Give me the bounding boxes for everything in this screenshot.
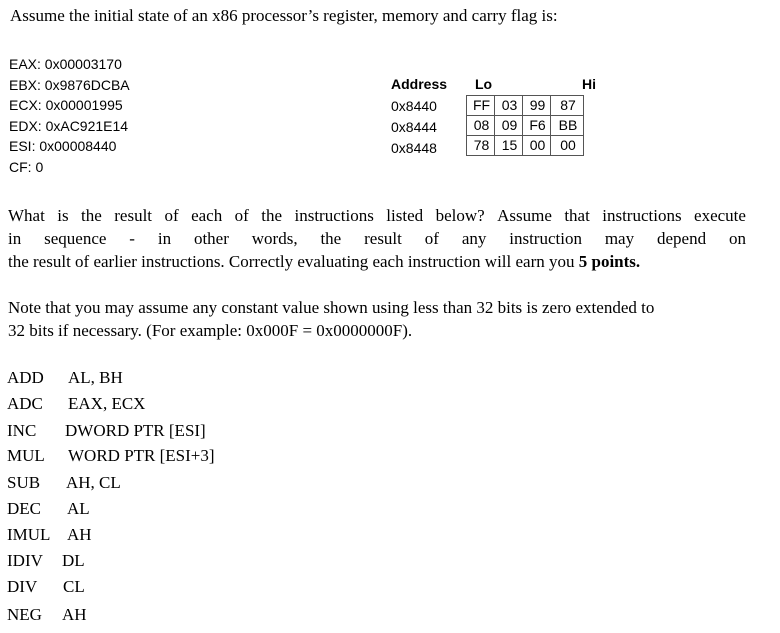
memory-byte: 00: [551, 136, 584, 156]
memory-byte: 00: [523, 136, 551, 156]
memory-byte: 99: [523, 96, 551, 116]
instruction-opcode: NEG: [7, 605, 42, 624]
points-value: 5 points.: [578, 252, 641, 271]
question-word: -: [129, 229, 135, 248]
question-word: other: [193, 229, 229, 248]
memory-byte: FF: [467, 96, 495, 116]
question-word: that: [564, 206, 590, 225]
question-word: depend: [656, 229, 707, 248]
instruction-row: [7, 473, 121, 493]
instruction-opcode: ADC: [7, 394, 43, 413]
instruction-opcode: MUL: [7, 446, 45, 465]
memory-header-lo: Lo: [475, 76, 493, 92]
question-word: instructions: [602, 206, 682, 225]
question-word: the: [81, 206, 102, 225]
instruction-opcode: DIV: [7, 577, 38, 596]
memory-byte: F6: [523, 116, 551, 136]
memory-byte: BB: [551, 116, 584, 136]
note-line-2: 32 bits if necessary. (For example: 0x000F = 0x0000000F).: [8, 321, 413, 340]
instruction-operands: AH: [62, 605, 87, 624]
note-line-1: Note that you may assume any constant value shown using less than 32 bits is zero extended to: [8, 298, 655, 317]
memory-row: [467, 136, 584, 156]
heading: Assume the initial state of an x86 processor’s register, memory and carry flag is:: [10, 6, 558, 25]
question-paragraph: [8, 204, 746, 273]
question-word: of: [234, 206, 249, 225]
instruction-opcode: INC: [7, 421, 37, 440]
register-esi: ESI: 0x00008440: [9, 138, 117, 154]
instruction-operands: WORD PTR [ESI+3]: [68, 446, 215, 465]
instruction-row: [7, 421, 206, 441]
memory-byte: 15: [495, 136, 523, 156]
instruction-operands: DL: [62, 551, 85, 570]
instruction-opcode: IMUL: [7, 525, 51, 544]
memory-bytes-table: [466, 95, 584, 156]
register-edx: EDX: 0xAC921E14: [9, 118, 129, 134]
instruction-opcode: ADD: [7, 368, 44, 387]
question-word: result: [114, 206, 153, 225]
question-word: below?: [435, 206, 485, 225]
instruction-row: [7, 368, 123, 388]
memory-row: [467, 96, 584, 116]
memory-byte: 09: [495, 116, 523, 136]
question-word: on: [728, 229, 746, 248]
instruction-row: [7, 605, 87, 625]
question-word: the: [261, 206, 283, 225]
memory-header-hi: Hi: [582, 76, 596, 92]
question-line-2: [8, 227, 746, 250]
instruction-row: [7, 499, 90, 519]
question-word: instruction: [509, 229, 582, 248]
carry-flag: CF: 0: [9, 159, 44, 175]
question-word: result: [364, 229, 402, 248]
memory-address: 0x8448: [391, 140, 437, 156]
question-word: words,: [251, 229, 298, 248]
question-word: instructions: [294, 206, 374, 225]
instruction-row: [7, 577, 85, 597]
instruction-operands: AH, CL: [66, 473, 121, 492]
memory-byte: 87: [551, 96, 584, 116]
instruction-opcode: IDIV: [7, 551, 43, 570]
question-word: execute: [694, 206, 746, 225]
question-word: in: [157, 229, 172, 248]
question-word: any: [461, 229, 487, 248]
question-word: What: [8, 206, 45, 225]
memory-byte: 03: [495, 96, 523, 116]
memory-address: 0x8444: [391, 119, 437, 135]
instruction-operands: AL, BH: [68, 368, 123, 387]
register-eax: EAX: 0x00003170: [9, 56, 122, 72]
question-word: the: [320, 229, 342, 248]
question-line-3-text: the result of earlier instructions. Correctly evaluating each instruction will earn you: [8, 252, 579, 271]
question-word: of: [424, 229, 439, 248]
instruction-operands: AL: [67, 499, 90, 518]
question-word: sequence: [44, 229, 107, 248]
register-ecx: ECX: 0x00001995: [9, 97, 123, 113]
question-word: each: [191, 206, 223, 225]
memory-header-address: Address: [391, 76, 448, 92]
instruction-row: [7, 551, 85, 571]
instruction-operands: AH: [67, 525, 92, 544]
instruction-opcode: DEC: [7, 499, 41, 518]
question-line-3: [8, 250, 746, 273]
memory-address: 0x8440: [391, 98, 437, 114]
question-word: is: [57, 206, 69, 225]
instruction-row: [7, 446, 215, 466]
instruction-row: [7, 394, 145, 414]
memory-row: [467, 116, 584, 136]
question-word: Assume: [497, 206, 552, 225]
instruction-operands: DWORD PTR [ESI]: [65, 421, 206, 440]
register-ebx: EBX: 0x9876DCBA: [9, 77, 130, 93]
question-line-1: [8, 204, 746, 227]
instruction-operands: CL: [63, 577, 85, 596]
question-word: of: [164, 206, 179, 225]
instruction-opcode: SUB: [7, 473, 41, 492]
question-word: in: [8, 229, 22, 248]
instruction-operands: EAX, ECX: [68, 394, 146, 413]
memory-byte: 78: [467, 136, 495, 156]
memory-byte: 08: [467, 116, 495, 136]
note-paragraph: [8, 296, 746, 342]
question-word: may: [604, 229, 635, 248]
instruction-row: [7, 525, 92, 545]
question-word: listed: [386, 206, 424, 225]
